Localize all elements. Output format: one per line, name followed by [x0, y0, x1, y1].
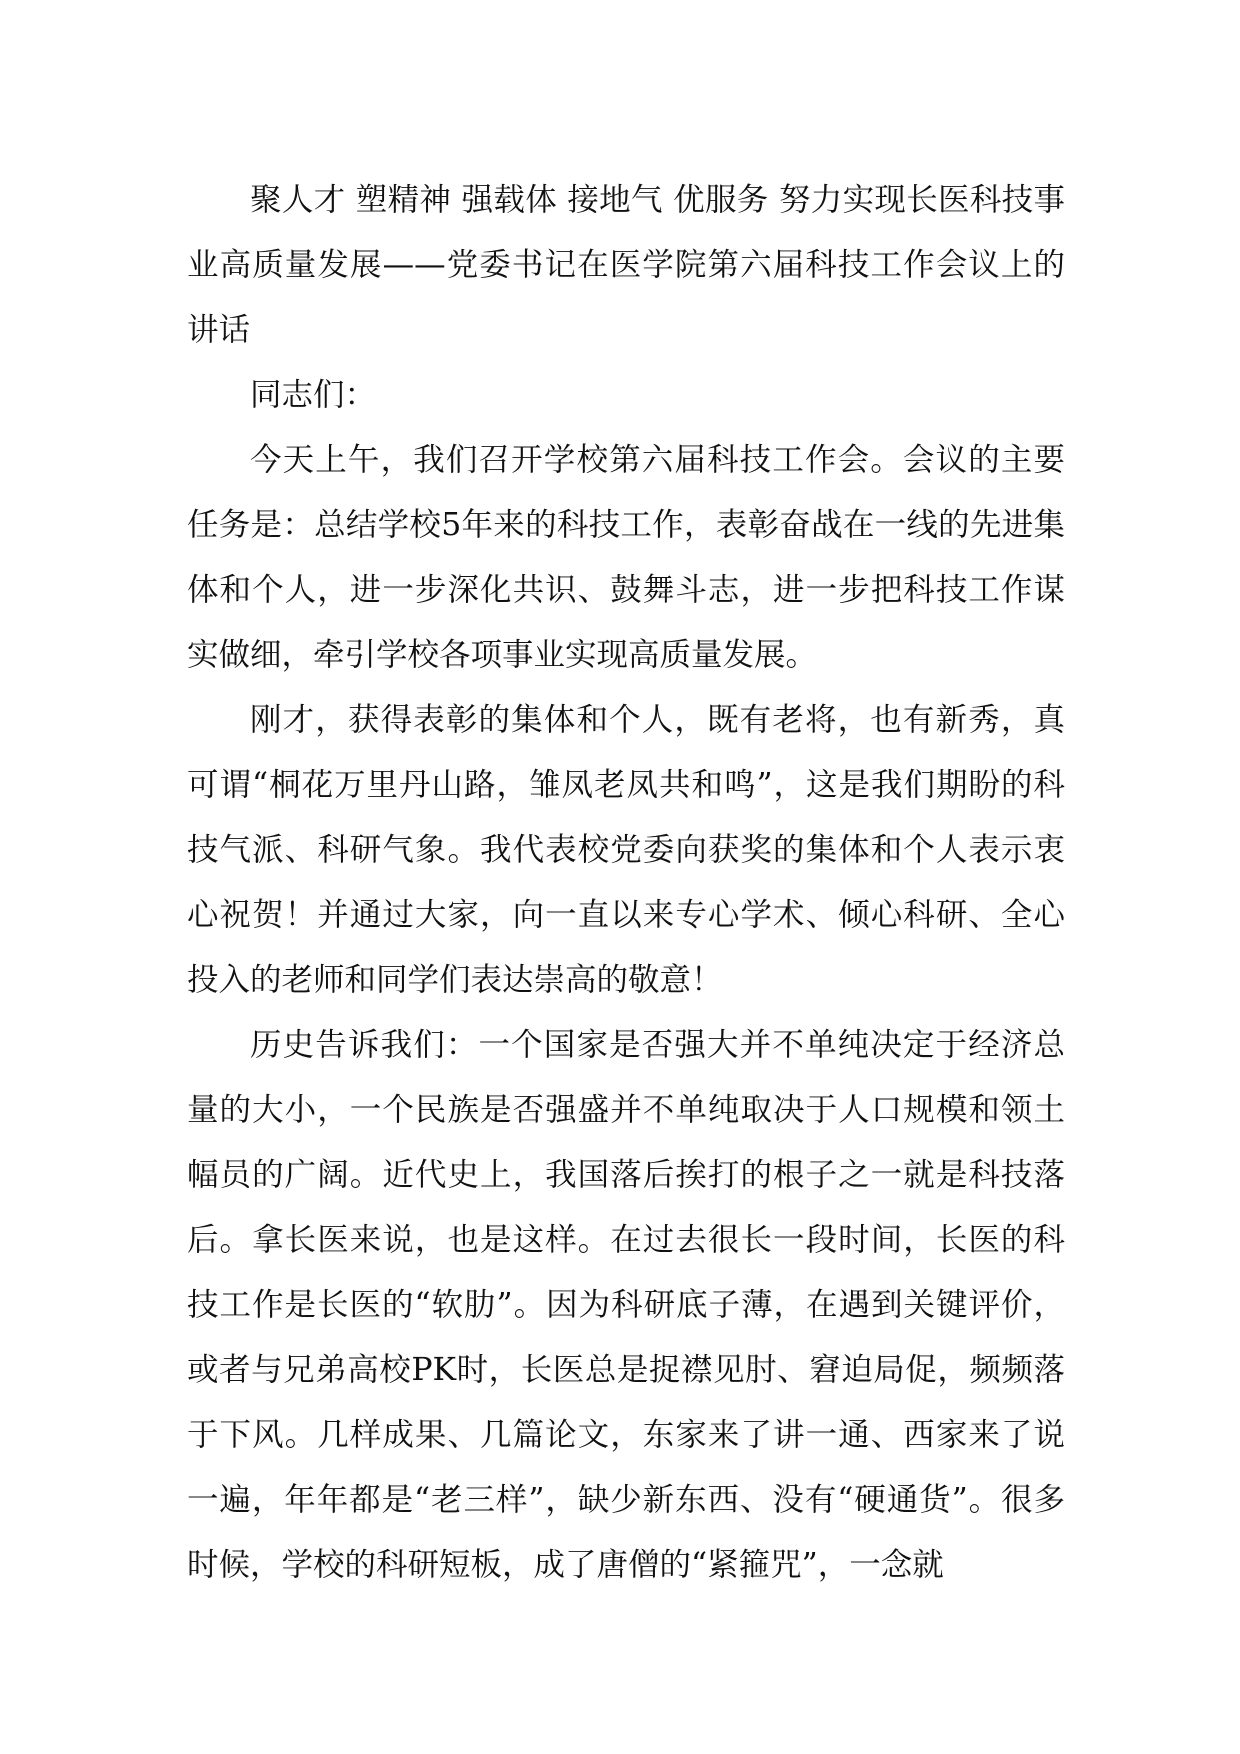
salutation: 同志们：: [250, 377, 377, 413]
paragraph-2: 刚才，获得表彰的集体和个人，既有老将，也有新秀，真可谓“桐花万里丹山路，雏凤老凤共和鸣”，这是我们期盼的科技气派、科研气象。我代表校党委向获奖的集体和个人表示衷心祝贺！并通过大家，向一直以来专心学术、倾心科研、全心投入的老师和同学们表达崇高的敬意！: [187, 702, 1065, 998]
paragraph-3: 历史告诉我们：一个国家是否强大并不单纯决定于经济总量的大小，一个民族是否强盛并不单纯取决于人口规模和领土幅员的广阔。近代史上，我国落后挨打的根子之一就是科技落后。拿长医来说，也是这样。在过去很长一段时间，长医的科技工作是长医的“软肋”。因为科研底子薄，在遇到关键评价，或者与兄弟高校PK时，长医总是捉襟见肘、窘迫局促，频频落于下风。几样成果、几篇论文，东家来了讲一通、西家来了说一遍，年年都是“老三样”，缺少新东西、没有“硬通货”。很多时候，学校的科研短板，成了唐僧的“紧箍咒”，一念就: [187, 1027, 1065, 1583]
document-title: 聚人才 塑精神 强载体 接地气 优服务 努力实现长医科技事业高质量发展——党委书记在医学院第六届科技工作会议上的讲话: [187, 182, 1065, 348]
document-body: [187, 168, 1065, 1598]
paragraph-1: 今天上午，我们召开学校第六届科技工作会。会议的主要任务是：总结学校5年来的科技工作，表彰奋战在一线的先进集体和个人，进一步深化共识、鼓舞斗志，进一步把科技工作谋实做细，牵引学校各项事业实现高质量发展。: [187, 442, 1065, 673]
